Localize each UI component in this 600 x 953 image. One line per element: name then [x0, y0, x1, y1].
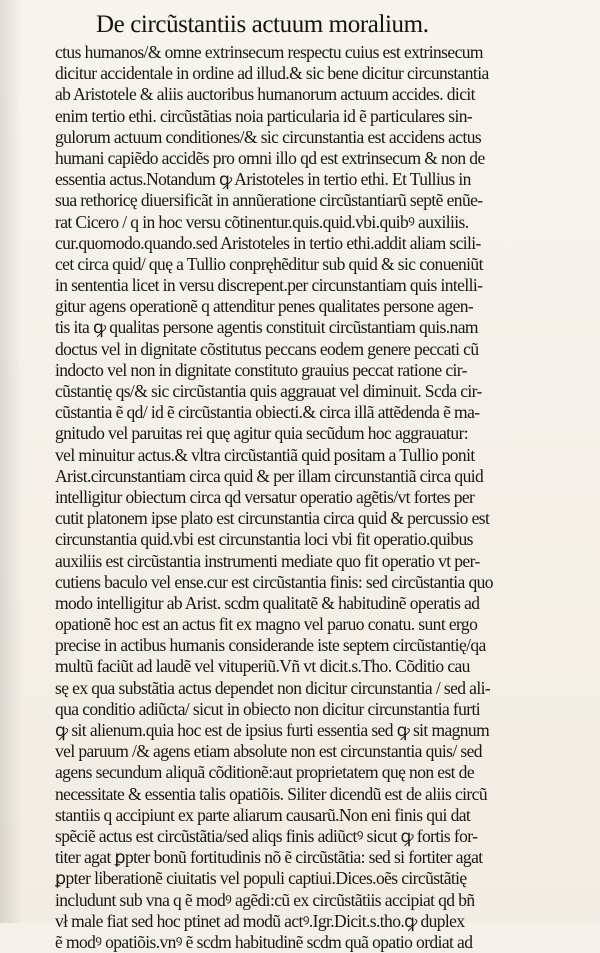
text-line: intelligitur obiectum circa qd versatur operatio agẽtis/vt fortes per: [55, 486, 475, 507]
text-line: stantiis q accipiunt ex parte aliarum causarũ.Non eni finis qui dat: [55, 804, 471, 825]
text-line: vł male fiat sed hoc ptinet ad modũ actꝰ.Igr.Dicit.s.tho.ꝙ duplex: [55, 910, 465, 931]
text-line: multũ faciũt ad laudẽ vel vituperiũ.Vñ vt dicit.s.Tho. Cõditio cau: [55, 656, 470, 677]
text-line: necessitate & essentia talis opatiõis. Siliter dicendũ est de aliis circũ: [55, 783, 487, 804]
text-line: tis ita ꝙ qualitas persone agentis constituit circũstantiam quis.nam: [55, 317, 478, 338]
text-line: includunt sub vna q ẽ modꝰ agẽdi:cũ ex circũstãtiis accipiat qd bñ: [55, 889, 475, 910]
text-line: gitur agens operationẽ q attenditur penes qualitates persone agen-: [55, 296, 474, 317]
text-line: cur.quomodo.quando.sed Aristoteles in tertio ethi.addit aliam scili-: [55, 232, 481, 253]
text-line: indocto vel non in dignitate constituto grauius peccat ratione cir-: [55, 359, 467, 380]
text-line: modo intelligitur ab Arist. scdm qualitatẽ & habitudinẽ operatis ad: [55, 592, 480, 613]
text-line: cutiens baculo vel ense.cur est circũstantia finis: sed circũstantia quo: [55, 571, 493, 592]
text-line: opationẽ hoc est an actus fit ex magno vel paruo conatu. sunt ergo: [55, 614, 478, 635]
text-line: cutit platonem ipse plato est circunstantia circa quid & percussio est: [55, 508, 490, 529]
text-line: dicitur accidentale in ordine ad illud.& sic bene dicitur circunstantia: [55, 63, 489, 84]
text-line: Arist.circunstantiam circa quid & per illam circunstantiã circa quid: [55, 465, 484, 486]
text-line: gulorum actuum conditiones/& sic circunstantia est accidens actus: [55, 126, 482, 147]
text-line: titer agat ꝑpter bonũ fortitudinis nõ ẽ circũstãtia: sed si fortiter agat: [55, 847, 483, 868]
text-line: qua conditio adiũcta/ sicut in obiecto non dicitur circunstantia furti: [55, 698, 481, 719]
text-line: vel minuitur actus.& vltra circũstantiã quid positam a Tullio ponit: [55, 444, 475, 465]
text-line: sę ex qua substãtia actus dependet non dicitur circunstantia / sed ali-: [55, 677, 491, 698]
text-line: cũstantię qs/& sic circũstantia quis aggrauat vel diminuit. Scda cir-: [55, 381, 482, 401]
page-gutter-shadow: [0, 0, 22, 923]
text-line: ꝙ sit alienum.quia hoc est de ipsius furti essentia sed ꝙ sit magnum: [55, 720, 490, 740]
text-line: cet circa quid/ quę a Tullio conpręhẽditur sub quid & sic conueniũt: [55, 253, 483, 274]
page-heading: De circũstantiis actuum moralium.: [96, 11, 429, 38]
text-line: rat Cicero / q in hoc versu cõtinentur.quis.quid.vbi.quibꝰ auxiliis.: [55, 211, 469, 232]
text-line: essentia actus.Notandum ꝙ Aristoteles in tertio ethi. Et Tullius in: [55, 169, 471, 190]
text-line: spẽciẽ actus est circũstãtia/sed aliqs finis adiũctꝰ sicut ꝙ fortis for-: [55, 825, 478, 846]
text-line: sua rethoricę diuersificãt in annũeratione circũstantiarũ septẽ enũe-: [55, 190, 483, 211]
text-line: vel paruum /& agens etiam absolute non est circunstantia quis/ sed: [55, 741, 482, 762]
text-line: humani capiẽdo accidẽs pro omni illo qd est extrinsecum & non de: [55, 147, 485, 168]
text-line: gnitudo vel paruitas rei quę agitur quia secũdum hoc aggrauatur:: [55, 423, 469, 444]
text-line: enim tertio ethi. circũstãtias noia particularia id ẽ particulares sin-: [55, 105, 473, 126]
text-line: ctus humanos/& omne extrinsecum respectu cuius est extrinsecum: [55, 42, 483, 62]
text-line: cũstantia ẽ qd/ id ẽ circũstantia obiecti.& circa illã attẽdenda ẽ ma-: [55, 402, 480, 423]
text-line: auxiliis est circũstantia instrumenti mediate quo fit operatio vt per-: [55, 550, 480, 571]
text-line: agens secundum aliquã cõditionẽ:aut proprietatem quę non est de: [55, 762, 475, 783]
text-line: precise in actibus humanis considerande iste septem circũstantię/qa: [55, 635, 486, 656]
text-line: doctus vel in dignitate cõstitutus peccans eodem genere peccati cũ: [55, 338, 479, 359]
text-line: in sententia licet in versu discrepent.per circunstantiam quis intelli-: [55, 275, 483, 296]
text-line: ab Aristotele & aliis auctoribus humanorum actuum accides. dicit: [55, 84, 475, 105]
text-line: ẽ modꝰ opatiõis.vnꝰ ẽ scdm habitudinẽ scdm quã opatio ordiat ad: [55, 931, 473, 952]
text-line: ꝑpter liberationẽ ciuitatis vel populi captiui.Dices.oẽs circũstãtię: [55, 868, 467, 889]
body-text-block: [55, 42, 580, 953]
text-line: circunstantia quid.vbi est circunstantia loci vbi fit operatio.quibus: [55, 529, 473, 550]
